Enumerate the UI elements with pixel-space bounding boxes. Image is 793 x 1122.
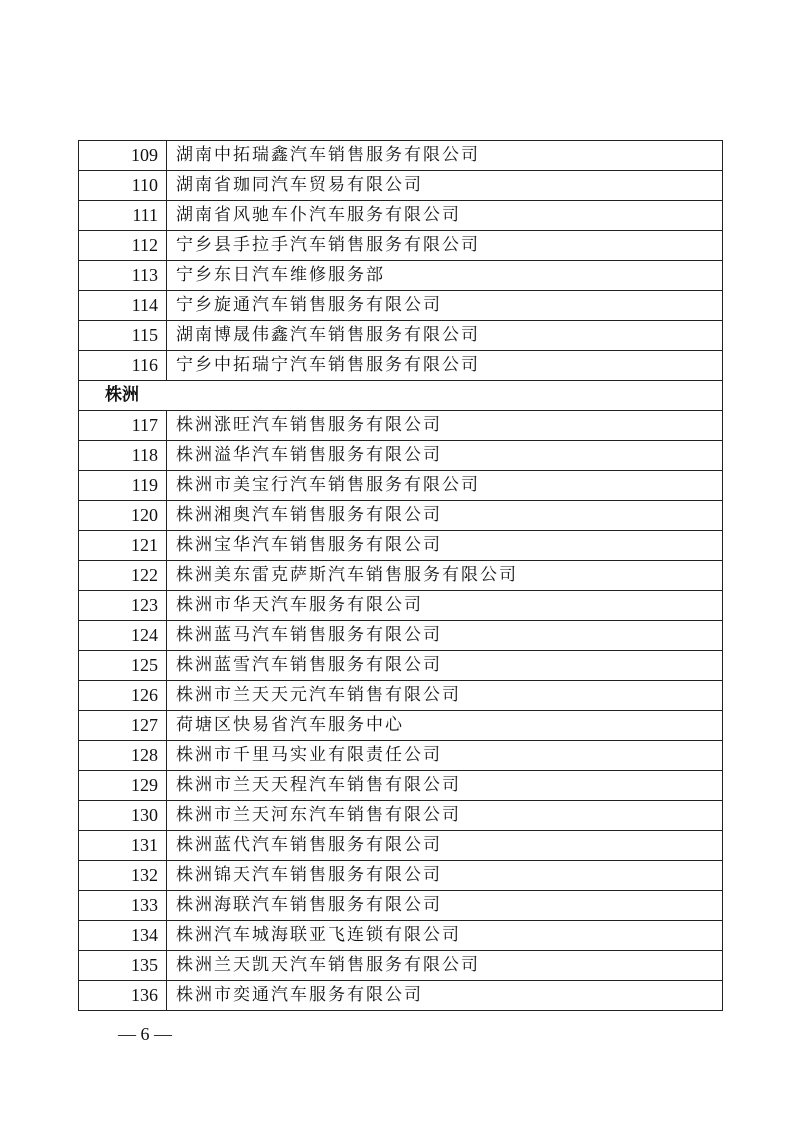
table-row <box>79 741 723 771</box>
company-name: 株洲海联汽车销售服务有限公司 <box>167 891 723 921</box>
row-number: 126 <box>79 681 167 711</box>
company-name: 株洲蓝马汽车销售服务有限公司 <box>167 621 723 651</box>
row-number: 134 <box>79 921 167 951</box>
company-table-body <box>79 141 723 1011</box>
table-row <box>79 411 723 441</box>
company-name: 宁乡县手拉手汽车销售服务有限公司 <box>167 231 723 261</box>
row-number: 110 <box>79 171 167 201</box>
company-name: 株洲蓝雪汽车销售服务有限公司 <box>167 651 723 681</box>
company-name: 株洲市兰天河东汽车销售有限公司 <box>167 801 723 831</box>
table-row <box>79 291 723 321</box>
row-number: 127 <box>79 711 167 741</box>
table-row <box>79 711 723 741</box>
row-number: 135 <box>79 951 167 981</box>
table-row <box>79 591 723 621</box>
region-header-row <box>79 381 723 411</box>
company-name: 株洲市美宝行汽车销售服务有限公司 <box>167 471 723 501</box>
table-row <box>79 891 723 921</box>
table-row <box>79 351 723 381</box>
table-row <box>79 261 723 291</box>
table-row <box>79 501 723 531</box>
table-row <box>79 561 723 591</box>
row-number: 117 <box>79 411 167 441</box>
row-number: 133 <box>79 891 167 921</box>
table-row <box>79 861 723 891</box>
company-name: 湖南省珈同汽车贸易有限公司 <box>167 171 723 201</box>
company-name: 株洲锦天汽车销售服务有限公司 <box>167 861 723 891</box>
company-name: 株洲湘奥汽车销售服务有限公司 <box>167 501 723 531</box>
table-row <box>79 231 723 261</box>
table-row <box>79 831 723 861</box>
company-table-container <box>78 140 723 1011</box>
company-name: 株洲蓝代汽车销售服务有限公司 <box>167 831 723 861</box>
row-number: 121 <box>79 531 167 561</box>
row-number: 111 <box>79 201 167 231</box>
table-row <box>79 651 723 681</box>
company-name: 株洲宝华汽车销售服务有限公司 <box>167 531 723 561</box>
table-row <box>79 531 723 561</box>
row-number: 116 <box>79 351 167 381</box>
table-row <box>79 921 723 951</box>
company-name: 株洲市奕通汽车服务有限公司 <box>167 981 723 1011</box>
table-row <box>79 441 723 471</box>
row-number: 122 <box>79 561 167 591</box>
company-name: 株洲市华天汽车服务有限公司 <box>167 591 723 621</box>
row-number: 124 <box>79 621 167 651</box>
company-name: 株洲涨旺汽车销售服务有限公司 <box>167 411 723 441</box>
table-row <box>79 321 723 351</box>
region-label: 株洲 <box>79 381 723 411</box>
company-name: 株洲市兰天天元汽车销售有限公司 <box>167 681 723 711</box>
company-name: 湖南中拓瑞鑫汽车销售服务有限公司 <box>167 141 723 171</box>
row-number: 129 <box>79 771 167 801</box>
row-number: 128 <box>79 741 167 771</box>
table-row <box>79 171 723 201</box>
row-number: 113 <box>79 261 167 291</box>
row-number: 131 <box>79 831 167 861</box>
table-row <box>79 201 723 231</box>
company-name: 株洲市兰天天程汽车销售有限公司 <box>167 771 723 801</box>
company-name: 株洲兰天凯天汽车销售服务有限公司 <box>167 951 723 981</box>
company-name: 宁乡东日汽车维修服务部 <box>167 261 723 291</box>
table-row <box>79 801 723 831</box>
table-row <box>79 771 723 801</box>
row-number: 123 <box>79 591 167 621</box>
row-number: 125 <box>79 651 167 681</box>
row-number: 115 <box>79 321 167 351</box>
company-name: 荷塘区快易省汽车服务中心 <box>167 711 723 741</box>
row-number: 114 <box>79 291 167 321</box>
company-name: 宁乡中拓瑞宁汽车销售服务有限公司 <box>167 351 723 381</box>
company-name: 宁乡旋通汽车销售服务有限公司 <box>167 291 723 321</box>
company-name: 株洲市千里马实业有限责任公司 <box>167 741 723 771</box>
table-row <box>79 681 723 711</box>
row-number: 118 <box>79 441 167 471</box>
company-name: 湖南博晟伟鑫汽车销售服务有限公司 <box>167 321 723 351</box>
row-number: 130 <box>79 801 167 831</box>
row-number: 132 <box>79 861 167 891</box>
row-number: 120 <box>79 501 167 531</box>
company-name: 湖南省风驰车仆汽车服务有限公司 <box>167 201 723 231</box>
row-number: 109 <box>79 141 167 171</box>
row-number: 119 <box>79 471 167 501</box>
company-table <box>78 140 723 1011</box>
table-row <box>79 141 723 171</box>
row-number: 136 <box>79 981 167 1011</box>
table-row <box>79 471 723 501</box>
table-row <box>79 621 723 651</box>
company-name: 株洲汽车城海联亚飞连锁有限公司 <box>167 921 723 951</box>
table-row <box>79 981 723 1011</box>
table-row <box>79 951 723 981</box>
company-name: 株洲溢华汽车销售服务有限公司 <box>167 441 723 471</box>
page-number: — 6 — <box>118 1024 172 1044</box>
company-name: 株洲美东雷克萨斯汽车销售服务有限公司 <box>167 561 723 591</box>
row-number: 112 <box>79 231 167 261</box>
